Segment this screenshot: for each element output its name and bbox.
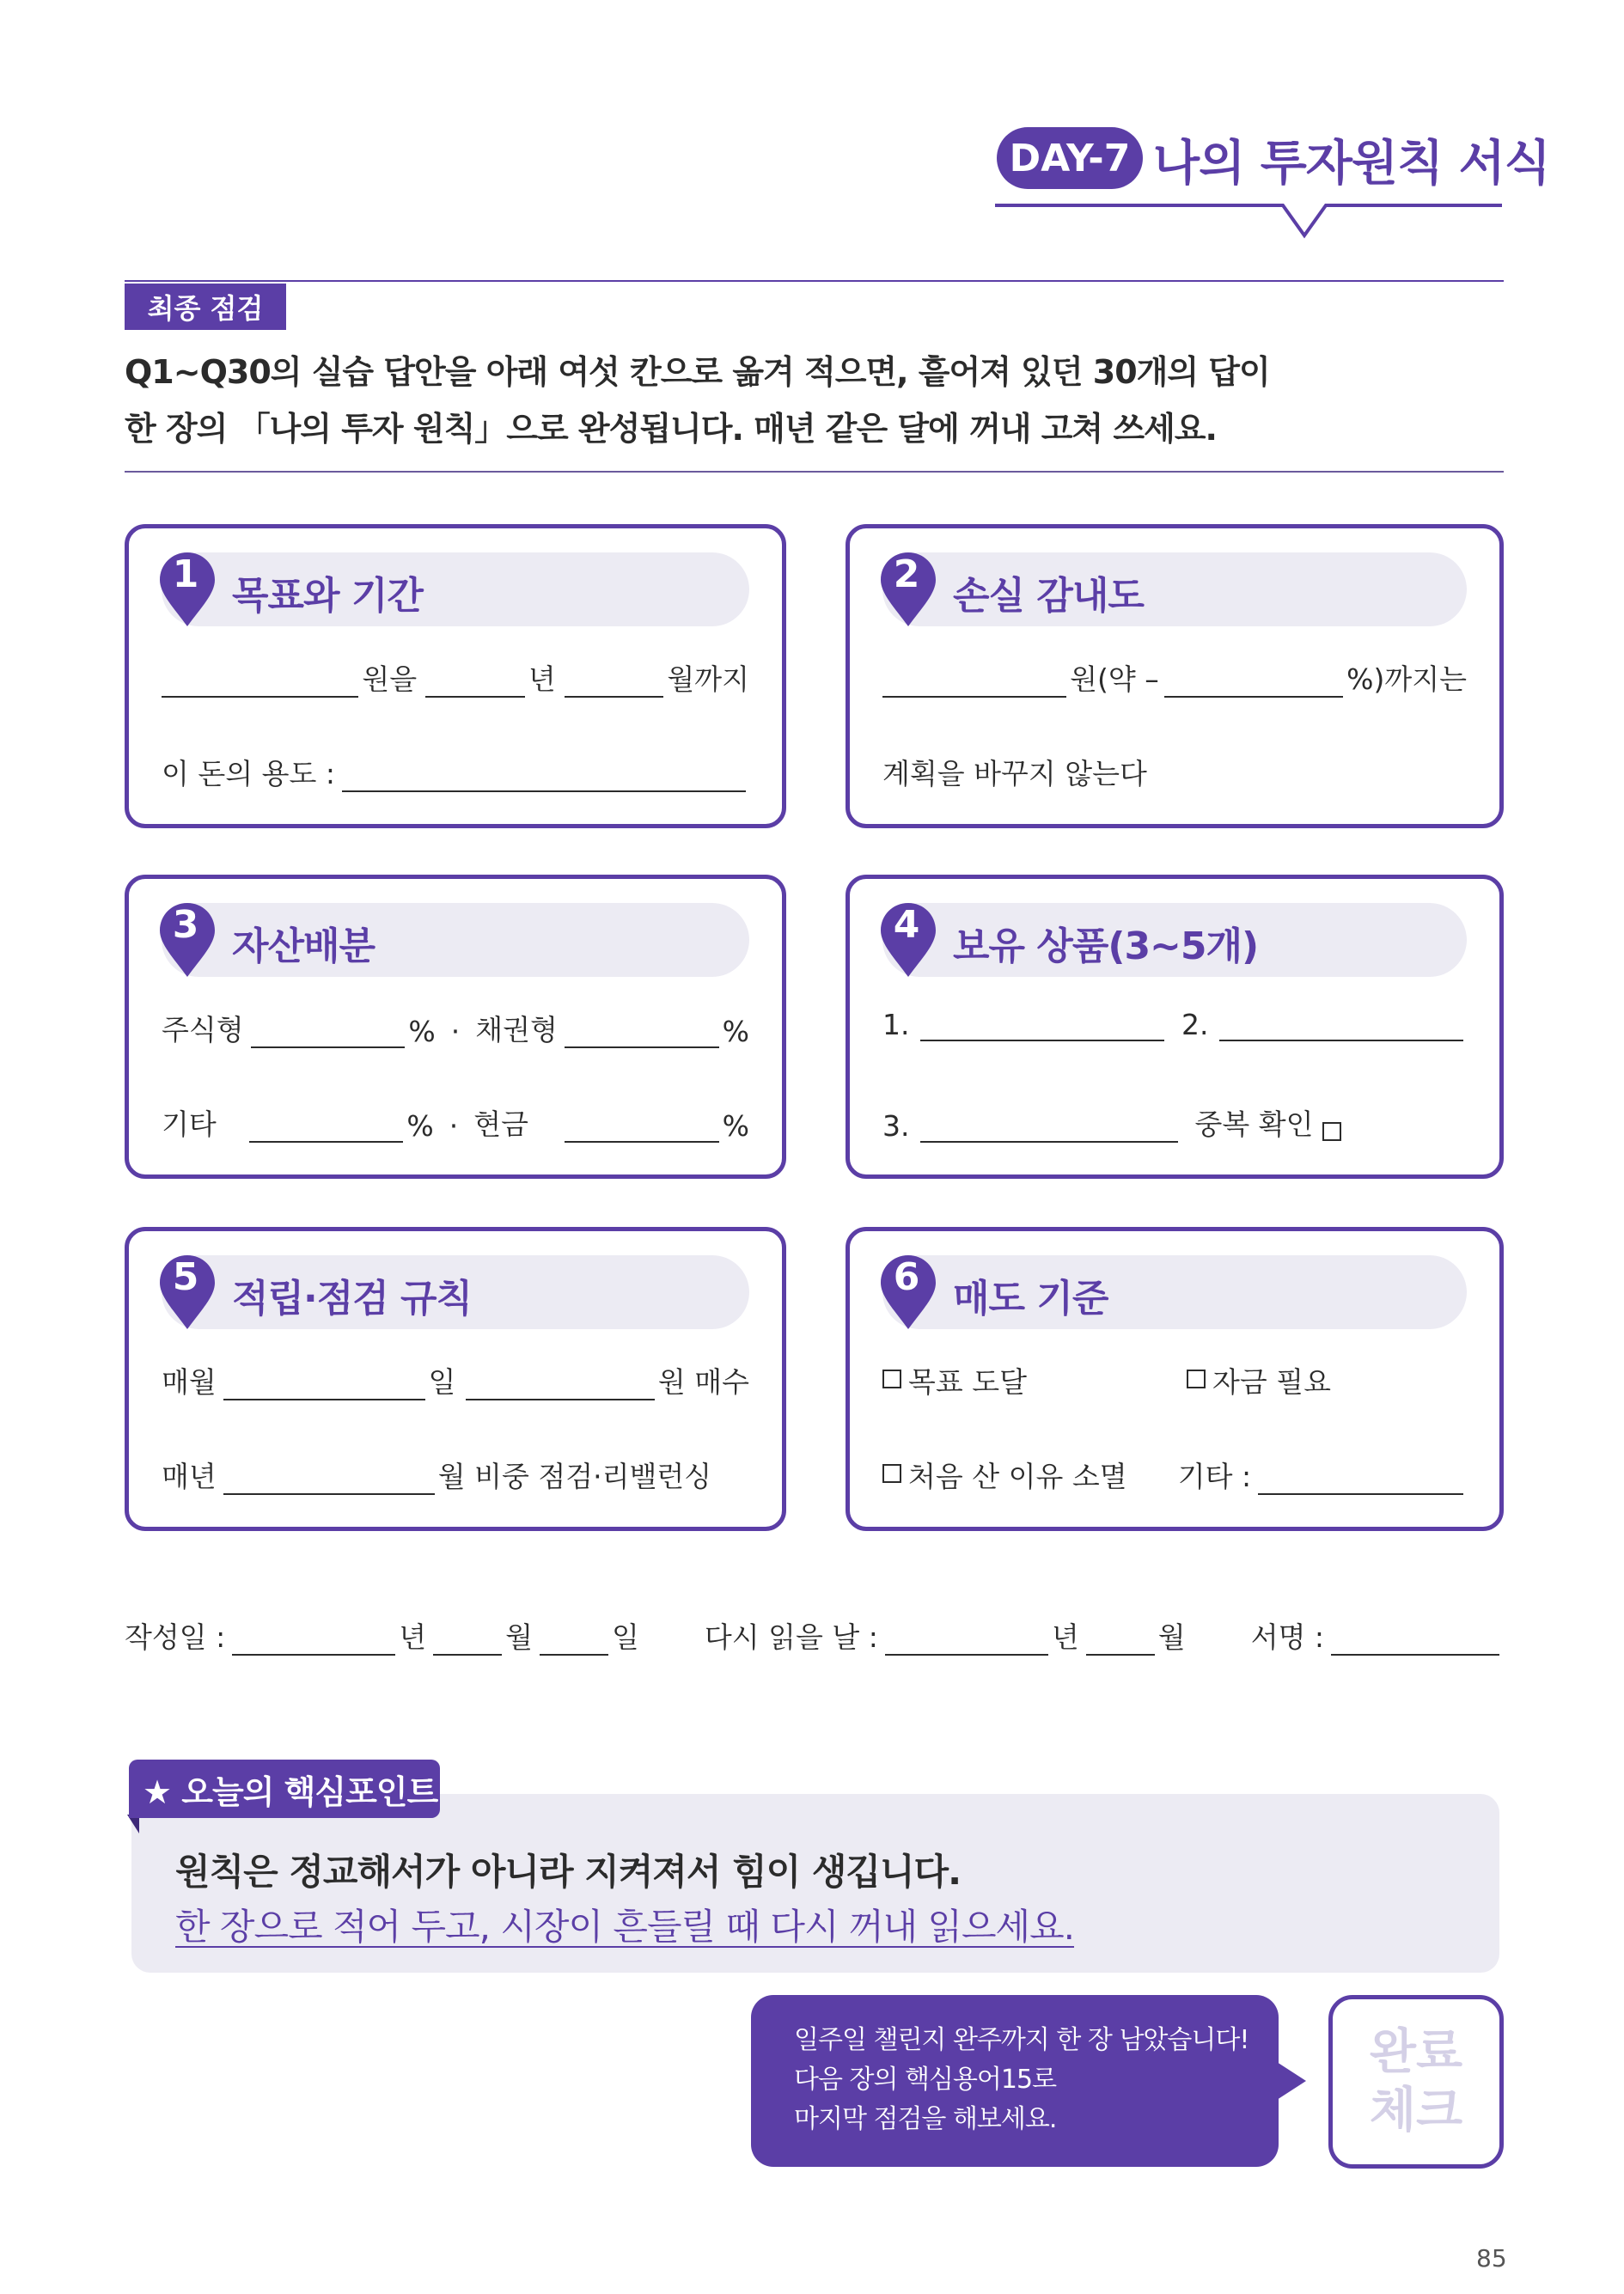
bond-percent: %: [722, 1015, 749, 1048]
bubble-line-1: 일주일 챌린지 완주까지 한 장 남았습니다!: [794, 2025, 1249, 2055]
stock-bond-row: [162, 1008, 749, 1048]
other-sell-label: 기타 :: [1177, 1460, 1252, 1493]
challenge-speech-bubble: [751, 1995, 1279, 2167]
goal-reached-checkbox[interactable]: [882, 1370, 901, 1388]
rebalance-label: 월 비중 점검·리밸런싱: [437, 1460, 712, 1493]
title-underline-callout: [995, 199, 1502, 242]
card-number: 6: [893, 1255, 920, 1299]
card-saving-rules: [125, 1227, 786, 1531]
item-2-label: 2.: [1181, 1008, 1209, 1041]
card-number: 3: [172, 903, 199, 947]
bond-label: 채권형: [475, 1013, 558, 1046]
purpose-row: [162, 752, 749, 792]
signature-blank[interactable]: [1331, 1625, 1499, 1656]
loss-won-label: 원(약 –: [1070, 662, 1159, 696]
other-blank[interactable]: [249, 1112, 404, 1143]
won-label: 원을: [362, 662, 418, 696]
written-day-blank[interactable]: [540, 1625, 608, 1656]
done-line-1: 완료: [1369, 2024, 1463, 2080]
yearly-label: 매년: [162, 1460, 217, 1493]
written-year-label: 년: [399, 1620, 427, 1654]
card-asset-allocation: [125, 875, 786, 1179]
month-blank[interactable]: [565, 667, 664, 698]
separator-dot: ·: [449, 1109, 459, 1143]
stock-label: 주식형: [162, 1013, 244, 1046]
need-funds-checkbox[interactable]: [1187, 1370, 1206, 1388]
year-blank[interactable]: [425, 667, 525, 698]
loss-percent-blank[interactable]: [1164, 667, 1343, 698]
date-sign-row: [125, 1615, 1503, 1656]
reread-month-label: 월: [1157, 1620, 1186, 1654]
sell-row-2: [882, 1455, 1467, 1495]
reason-gone-option[interactable]: [882, 1455, 1178, 1495]
loss-amount-blank[interactable]: [882, 667, 1066, 698]
card-goal-period: [125, 524, 786, 828]
buy-label: 원 매수: [657, 1365, 749, 1399]
card-title: 매도 기준: [953, 1277, 1108, 1321]
goal-reached-option[interactable]: [882, 1360, 1187, 1400]
card-loss-tolerance: [846, 524, 1504, 828]
holdings-row-1: [882, 1008, 1467, 1041]
page-number: 85: [1476, 2244, 1507, 2273]
stock-percent: %: [408, 1015, 436, 1048]
key-point-line-1: 원칙은 정교해서가 아니라 지켜져서 힘이 생깁니다.: [175, 1851, 962, 1893]
year-label: 년: [528, 662, 556, 696]
card-title: 자산배분: [232, 924, 375, 968]
item-1-blank[interactable]: [920, 1010, 1165, 1041]
other-sell-blank[interactable]: [1258, 1464, 1463, 1495]
card-title: 보유 상품(3~5개): [953, 924, 1259, 968]
monthly-label: 매월: [162, 1365, 217, 1399]
card-title: 적립·점검 규칙: [232, 1277, 473, 1321]
completion-check-box[interactable]: [1328, 1995, 1504, 2169]
loss-amount-row: [882, 657, 1467, 698]
item-1-label: 1.: [882, 1008, 910, 1041]
card-sell-criteria: [846, 1227, 1504, 1531]
card-number: 1: [172, 552, 199, 596]
intro-divider: [125, 471, 1504, 473]
top-divider: [125, 280, 1504, 282]
loss-statement: 계획을 바꾸지 않는다: [882, 757, 1147, 790]
card-number: 2: [893, 552, 920, 596]
item-3-blank[interactable]: [920, 1112, 1178, 1143]
duplicate-check-label: 중복 확인: [1194, 1107, 1314, 1141]
reread-date-label: 다시 읽을 날 :: [704, 1620, 878, 1654]
buy-amount-blank[interactable]: [466, 1370, 654, 1400]
written-date-label: 작성일 :: [125, 1620, 226, 1654]
day-label: 일: [428, 1365, 456, 1399]
reason-gone-checkbox[interactable]: [882, 1464, 901, 1483]
other-percent: %: [406, 1109, 434, 1143]
need-funds-label: 자금 필요: [1212, 1365, 1332, 1399]
cash-percent: %: [722, 1109, 749, 1143]
card-number: 4: [893, 903, 920, 947]
intro-text: [125, 344, 1270, 457]
card-title: 손실 감내도: [953, 574, 1144, 618]
purpose-label: 이 돈의 용도 :: [162, 757, 335, 790]
intro-line-1: Q1~Q30의 실습 답안을 아래 여섯 칸으로 옮겨 적으면, 흩어져 있던 30개의 답이: [125, 353, 1270, 391]
goal-amount-row: [162, 657, 749, 698]
need-funds-option[interactable]: [1187, 1360, 1331, 1400]
goal-reached-label: 목표 도달: [908, 1365, 1028, 1399]
reread-year-blank[interactable]: [885, 1625, 1048, 1656]
separator-dot: ·: [450, 1015, 461, 1048]
signature-label: 서명 :: [1250, 1620, 1325, 1654]
reread-month-blank[interactable]: [1086, 1625, 1155, 1656]
loss-statement-row: [882, 752, 1467, 792]
card-number: 5: [172, 1255, 199, 1299]
cash-label: 현금: [473, 1107, 529, 1141]
other-cash-row: [162, 1102, 749, 1143]
written-month-blank[interactable]: [433, 1625, 502, 1656]
holdings-row-2: [882, 1102, 1467, 1143]
day-badge: DAY-7: [997, 127, 1143, 189]
loss-percent-label: %)까지는: [1346, 662, 1467, 696]
amount-blank[interactable]: [162, 667, 358, 698]
bubble-line-2: 다음 장의 핵심용어15로: [794, 2065, 1057, 2095]
rebalance-row: [162, 1455, 749, 1495]
month-label: 월까지: [667, 662, 749, 696]
rebalance-month-blank[interactable]: [223, 1464, 435, 1495]
card-holdings: [846, 875, 1504, 1179]
other-label: 기타: [162, 1107, 217, 1141]
key-point-tag: ★ 오늘의 핵심포인트: [129, 1760, 440, 1818]
duplicate-checkbox[interactable]: [1322, 1122, 1341, 1141]
bubble-tail-icon: [1277, 2062, 1306, 2100]
item-3-label: 3.: [882, 1109, 910, 1143]
written-day-label: 일: [612, 1620, 639, 1654]
bond-blank[interactable]: [565, 1017, 719, 1048]
cash-blank[interactable]: [565, 1112, 719, 1143]
stock-blank[interactable]: [251, 1017, 406, 1048]
reason-gone-label: 처음 산 이유 소멸: [908, 1460, 1127, 1493]
section-tag: 최종 점검: [125, 284, 286, 330]
key-point-line-2: 한 장으로 적어 두고, 시장이 흔들릴 때 다시 꺼내 읽으세요.: [175, 1906, 1075, 1948]
day-blank[interactable]: [223, 1370, 425, 1400]
intro-line-2: 한 장의 「나의 투자 원칙」으로 완성됩니다. 매년 같은 달에 꺼내 고쳐 쓰세요.: [125, 410, 1217, 448]
bubble-line-3: 마지막 점검을 해보세요.: [794, 2104, 1057, 2134]
sell-row-1: [882, 1360, 1467, 1400]
item-2-blank[interactable]: [1219, 1010, 1464, 1041]
monthly-buy-row: [162, 1360, 749, 1400]
card-title: 목표와 기간: [232, 574, 423, 618]
page-title: 나의 투자원칙 서식: [1153, 136, 1550, 192]
written-month-label: 월: [505, 1620, 534, 1654]
written-year-blank[interactable]: [232, 1625, 395, 1656]
purpose-blank[interactable]: [342, 761, 746, 792]
reread-year-label: 년: [1051, 1620, 1079, 1654]
done-line-2: 체크: [1369, 2083, 1463, 2138]
